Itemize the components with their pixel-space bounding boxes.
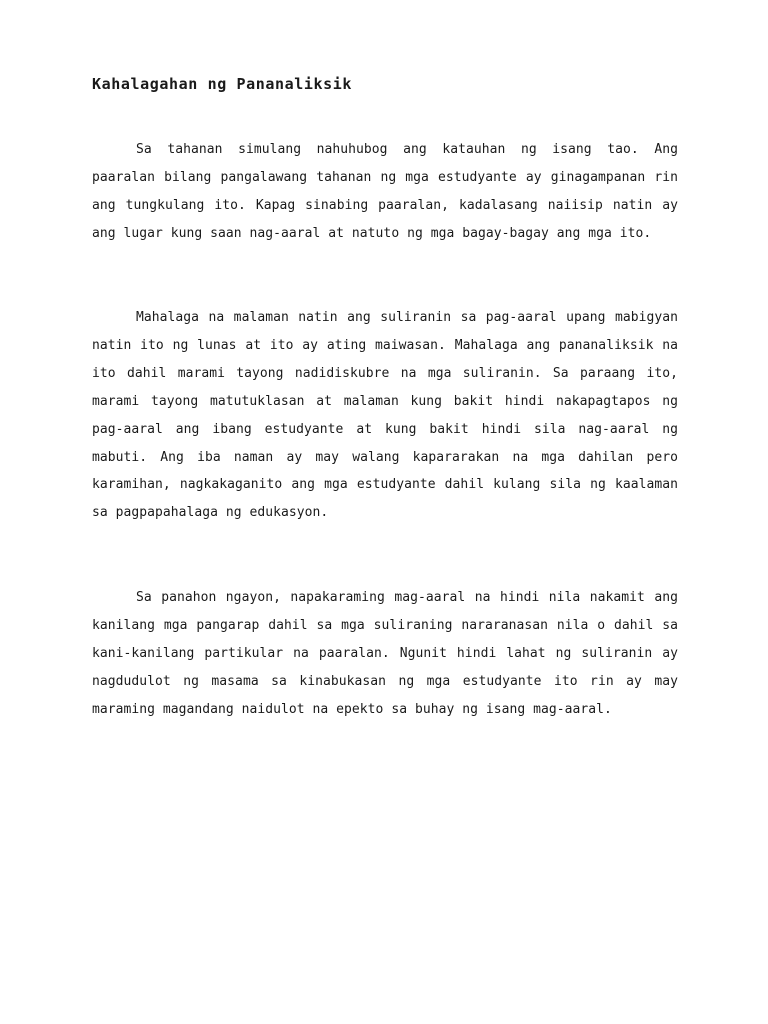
paragraph-1: Sa tahanan simulang nahuhubog ang katauhan ng isang tao. Ang paaralan bilang pangalawang tahanan ng mga estudyante ay ginagampanan rin ang tungkulang ito. Kapag sinabing paaralan, kadalasang naiisip natin ay ang lugar kung saan nag-aaral at natuto ng mga bagay-bagay ang mga ito.	[92, 142, 678, 241]
document-title: Kahalagahan ng Pananaliksik	[92, 75, 353, 93]
paragraph-2: Mahalaga na malaman natin ang suliranin sa pag-aaral upang mabigyan natin ito ng lunas at ito ay ating maiwasan. Mahalaga ang pananaliksik na ito dahil marami tayong nadidiskubre na mga suliranin. Sa paraang ito, marami tayong matutuklasan at malaman kung bakit hindi nakapagtapos ng pag-aaral ang ibang estudyante at kung bakit hindi sila nag-aaral ng mabuti. Ang iba naman ay may walang kapararakan na mga dahilan pero karamihan, nagkakaganito ang mga estudyante dahil kulang sila ng kaalaman sa pagpapahalaga ng edukasyon.	[92, 310, 678, 521]
paragraph-3: Sa panahon ngayon, napakaraming mag-aaral na hindi nila nakamit ang kanilang mga pangarap dahil sa mga suliraning nararanasan nila o dahil sa kani-kanilang partikular na paaralan. Ngunit hindi lahat ng suliranin ay nagdudulot ng masama sa kinabukasan ng mga estudyante ito rin ay may maraming magandang naidulot na epekto sa buhay ng isang mag-aaral.	[92, 590, 678, 717]
